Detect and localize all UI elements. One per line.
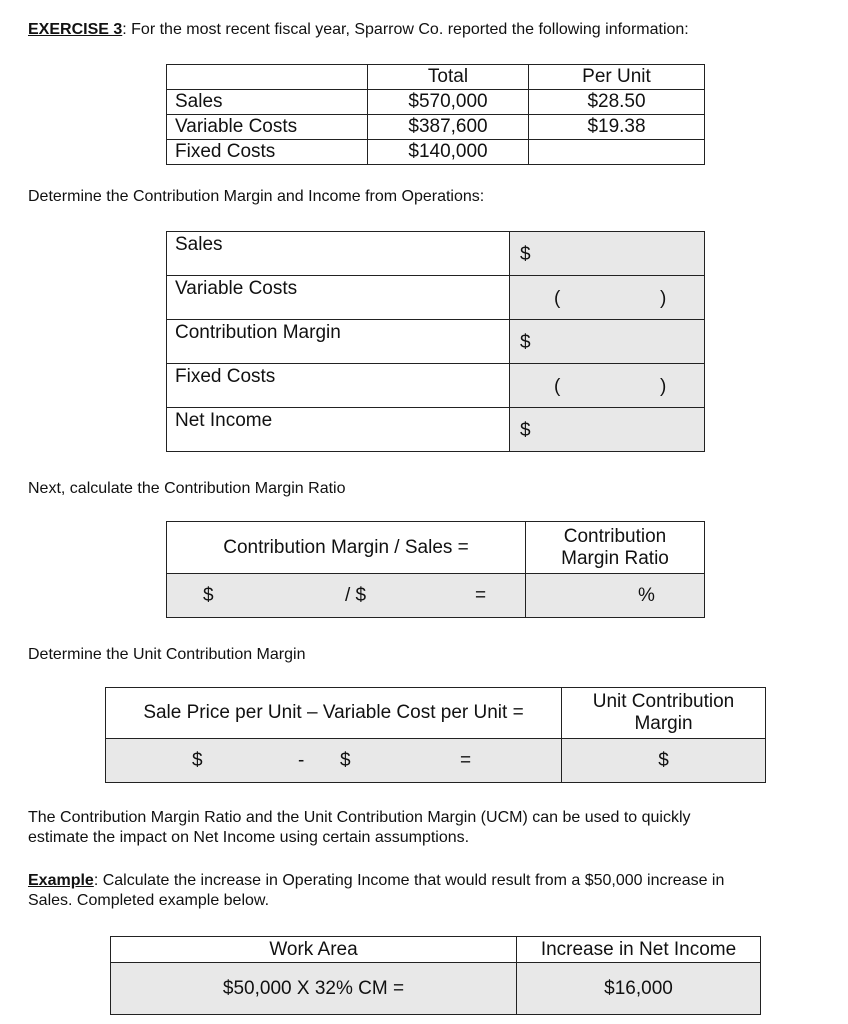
ucm-work-cell[interactable] xyxy=(106,739,562,783)
cm-ratio-result-cell[interactable] xyxy=(526,574,705,618)
ucm-header-line2: Margin xyxy=(634,713,693,734)
info-row-label: Sales xyxy=(167,90,368,115)
cm-ratio-result-header xyxy=(526,522,705,574)
cm-ratio-header-line1: Contribution xyxy=(563,525,667,547)
ucm-header-line1: Unit Contribution xyxy=(592,691,735,712)
open-paren: ( xyxy=(554,288,561,309)
note-line-1: The Contribution Margin Ratio and the Unit Contribution Margin (UCM) can be used to quickly xyxy=(28,809,691,826)
dollar-sign: $ xyxy=(192,750,203,771)
income-row-value-cell[interactable] xyxy=(510,364,705,408)
section3-instruction: Determine the Unit Contribution Margin xyxy=(28,646,306,663)
income-row-label: Fixed Costs xyxy=(167,364,510,408)
equals-sign: = xyxy=(475,585,487,606)
close-paren: ) xyxy=(660,288,667,309)
income-table xyxy=(166,231,705,452)
income-row-label: Net Income xyxy=(167,408,510,452)
ucm-formula: Sale Price per Unit – Variable Cost per Unit = xyxy=(106,688,562,739)
cm-ratio-table xyxy=(166,521,705,618)
example-header-increase: Increase in Net Income xyxy=(517,937,761,963)
open-paren: ( xyxy=(554,376,561,397)
ucm-result-cell[interactable]: $ xyxy=(562,739,766,783)
equals-sign: = xyxy=(460,750,472,771)
info-table xyxy=(166,64,705,165)
example-line-1 xyxy=(28,871,724,891)
info-row-label: Fixed Costs xyxy=(167,140,368,165)
example-text: : Calculate the increase in Operating Income that would result from a $50,000 increase in xyxy=(93,872,725,889)
info-row-per-unit xyxy=(529,140,705,165)
exercise-label: EXERCISE 3 xyxy=(28,21,123,38)
example-table xyxy=(110,936,761,1015)
percent-sign: % xyxy=(638,585,655,606)
income-row-label: Variable Costs xyxy=(167,276,510,320)
income-row-value-cell[interactable] xyxy=(510,232,705,276)
info-header-per-unit: Per Unit xyxy=(529,65,705,90)
cm-ratio-header-line2: Margin Ratio xyxy=(561,547,669,569)
example-work-value: $50,000 X 32% CM = xyxy=(111,963,517,1015)
income-row-value-cell[interactable] xyxy=(510,320,705,364)
dollar-sign: $ xyxy=(203,585,214,606)
example-increase-value: $16,000 xyxy=(517,963,761,1015)
cm-ratio-formula: Contribution Margin / Sales = xyxy=(167,522,526,574)
income-row-label: Contribution Margin xyxy=(167,320,510,364)
info-header-total: Total xyxy=(368,65,529,90)
dollar-sign: $ xyxy=(520,244,531,265)
info-row-per-unit: $28.50 xyxy=(529,90,705,115)
cm-ratio-work-cell[interactable] xyxy=(167,574,526,618)
income-row-value-cell[interactable] xyxy=(510,408,705,452)
ucm-table xyxy=(105,687,766,783)
info-row-per-unit: $19.38 xyxy=(529,115,705,140)
note-line-2: estimate the impact on Net Income using certain assumptions. xyxy=(28,829,470,846)
info-row-total: $387,600 xyxy=(368,115,529,140)
section1-instruction: Determine the Contribution Margin and Income from Operations: xyxy=(28,188,485,205)
info-row-total: $140,000 xyxy=(368,140,529,165)
example-line-2: Sales. Completed example below. xyxy=(28,892,270,909)
section2-instruction: Next, calculate the Contribution Margin Ratio xyxy=(28,480,346,497)
exercise-intro: : For the most recent fiscal year, Sparrow Co. reported the following information: xyxy=(122,21,689,38)
info-row-label: Variable Costs xyxy=(167,115,368,140)
divide-dollar: / $ xyxy=(345,585,367,606)
info-header-blank xyxy=(167,65,368,90)
example-header-work: Work Area xyxy=(111,937,517,963)
ucm-result-header xyxy=(562,688,766,739)
dollar-sign: $ xyxy=(340,750,351,771)
info-row-total: $570,000 xyxy=(368,90,529,115)
income-row-label: Sales xyxy=(167,232,510,276)
dollar-sign: $ xyxy=(520,332,531,353)
exercise-heading xyxy=(28,20,689,40)
minus-sign: - xyxy=(298,750,305,771)
close-paren: ) xyxy=(660,376,667,397)
income-row-value-cell[interactable] xyxy=(510,276,705,320)
example-label: Example xyxy=(28,872,94,889)
dollar-sign: $ xyxy=(520,420,531,441)
